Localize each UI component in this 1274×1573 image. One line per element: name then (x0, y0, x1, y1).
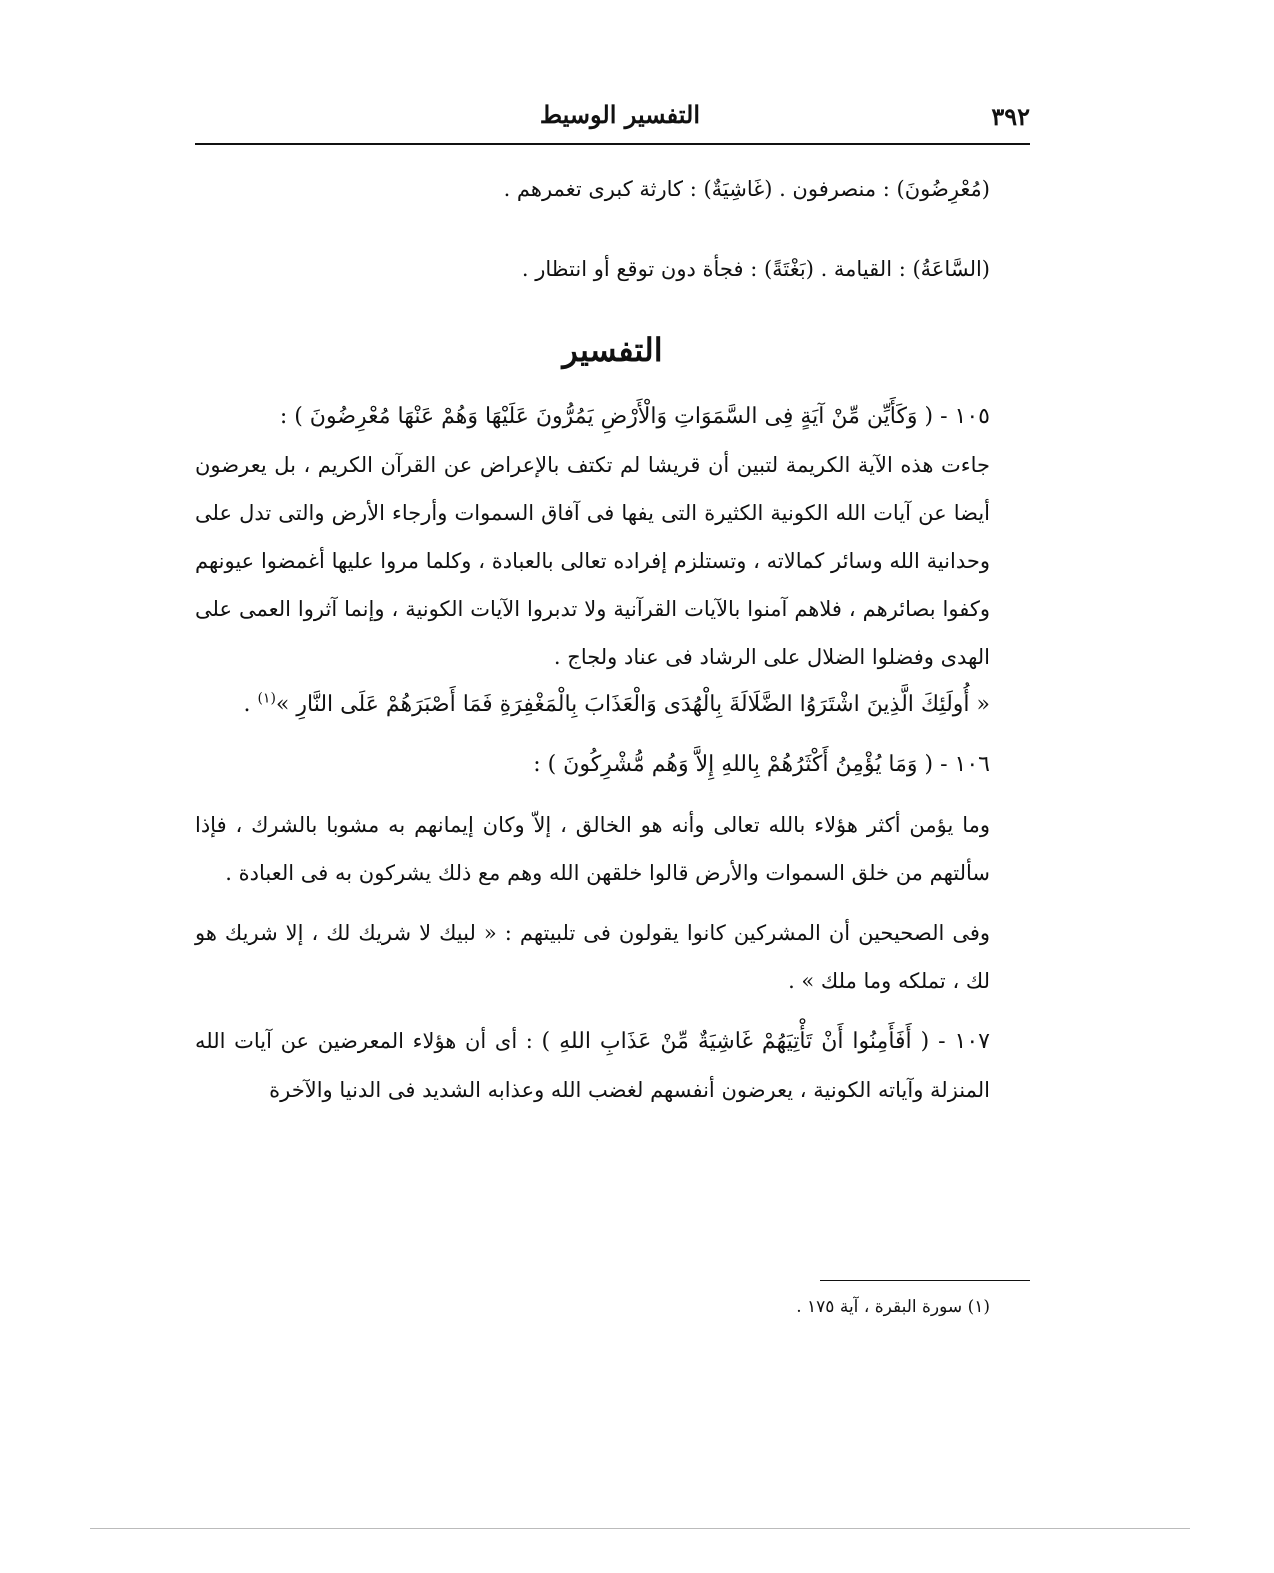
verse-106-commentary: وما يؤمن أكثر هؤلاء بالله تعالى وأنه هو الخالق ، إلاّ وكان إيمانهم به مشوبا بالشرك ، فإذا سألتهم من خلق السموات والأرض قالوا خلقهن الله وهم مع ذلك يشركون به فى العبادة . (195, 813, 990, 885)
footnote-rule (820, 1280, 1030, 1281)
verse-105-heading: ١٠٥ - ( وَكَأَيِّن مِّنْ آيَةٍ فِى السَّمَوَاتِ وَالْأَرْضِ يَمُرُّونَ عَلَيْهَا وَهُمْ عَنْهَا مُعْرِضُونَ ) : (279, 404, 990, 429)
section-title: التفسير (562, 331, 663, 369)
page-bottom-edge (90, 1528, 1190, 1529)
glossary-line-2: (السَّاعَةُ) : القيامة . (بَغْتَةً) : فجأة دون توقع أو انتظار . (521, 257, 990, 281)
footnote-reference: (١) (257, 690, 276, 707)
verse-106-heading: ١٠٦ - ( وَمَا يُؤْمِنُ أَكْثَرُهُمْ بِاللهِ إِلاَّ وَهُم مُّشْرِكُونَ ) : (533, 752, 990, 777)
footnote: (١) سورة البقرة ، آية ١٧٥ . (796, 1297, 990, 1317)
verse-107-heading: ١٠٧ - ( أَفَأَمِنُوا أَنْ تَأْتِيَهُمْ غَاشِيَةٌ مِّنْ عَذَابِ اللهِ ) (541, 1029, 990, 1054)
verse-105-quote: « أُولَئِكَ الَّذِينَ اشْتَرَوُا الضَّلَالَةَ بِالْهُدَى وَالْعَذَابَ بِالْمَغْفِرَةِ فَمَا أَصْبَرَهُمْ عَلَى النَّارِ »$^{(١)}$ . (243, 690, 990, 717)
running-title: التفسير الوسيط (539, 100, 700, 129)
verse-106-commentary-2: وفى الصحيحين أن المشركين كانوا يقولون فى تلبيتهم : « لبيك لا شريك لك ، إلا شريك هو لك ، تملكه وما ملك » . (195, 921, 990, 993)
verse-105-commentary: جاءت هذه الآية الكريمة لتبين أن قريشا لم تكتف بالإعراض عن القرآن الكريم ، بل يعرضون أيضا عن آيات الله الكونية الكثيرة التى يفها فى آفاق السموات وأرجاء الأرض والتى تدل على وحدانية الله وسائر كمالاته ، وتستلزم إفراده تعالى بالعبادة ، وكلما مروا عليها أغمضوا عيونهم وكفوا بصائرهم ، فلاهم آمنوا بالآيات القرآنية ولا تدبروا الآيات الكونية ، وإنما آثروا العمى على الهدى وفضلوا الضلال على الرشاد فى عناد ولجاج . (195, 453, 990, 669)
page-number: ٣٩٢ (991, 102, 1030, 131)
glossary-line-1: (مُعْرِضُونَ) : منصرفون . (غَاشِيَةٌ) : كارثة كبرى تغمرهم . (503, 177, 990, 201)
verse-107-commentary: : أى أن هؤلاء المعرضين عن آيات الله المنزلة وآياته الكونية ، يعرضون أنفسهم لغضب الله وعذابه الشديد فى الدنيا والآخرة (195, 1029, 990, 1102)
header-rule (195, 143, 1030, 145)
verse-107-paragraph (195, 1017, 1030, 1114)
page-header (195, 100, 1030, 140)
page-body (195, 165, 1030, 1114)
quote-text: « أُولَئِكَ الَّذِينَ اشْتَرَوُا الضَّلَالَةَ بِالْهُدَى وَالْعَذَابَ بِالْمَغْفِرَةِ فَمَا أَصْبَرَهُمْ عَلَى النَّارِ » (275, 692, 990, 717)
